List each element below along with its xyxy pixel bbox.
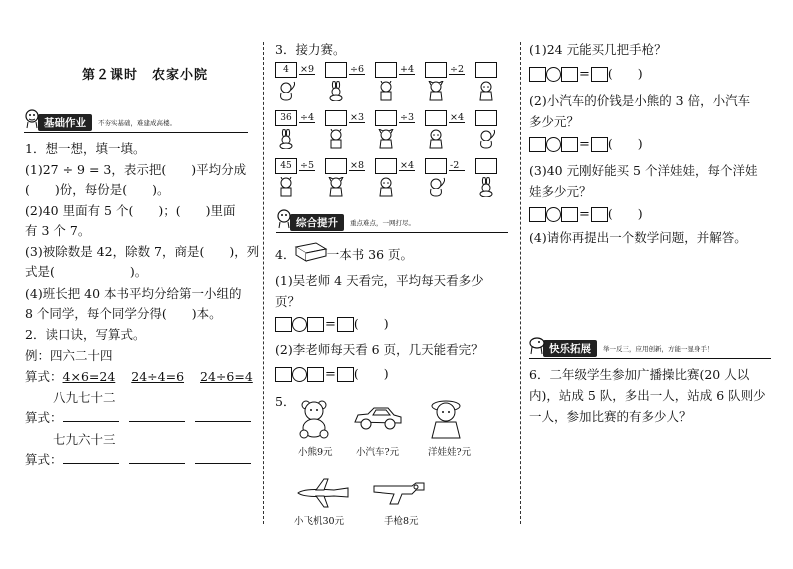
relay-arrow xyxy=(449,170,465,171)
relay-arrow xyxy=(449,122,465,123)
relay-arrow xyxy=(399,74,415,75)
toy-plane-icon xyxy=(294,477,352,509)
q5-part-3b: 娃多少元？ xyxy=(529,184,592,199)
animal-runner-icon xyxy=(327,177,345,197)
q1-line-5: (3)被除数是 42，除数 7，商是( )，列 xyxy=(25,244,260,259)
banner-tag: 综合提升 xyxy=(290,214,344,231)
relay-operator: ×4 xyxy=(400,160,415,171)
q4-answer-1: = ( ) xyxy=(275,316,389,333)
answer-box[interactable] xyxy=(591,137,608,152)
answer-blank[interactable] xyxy=(63,410,119,422)
relay-operator: ÷5 xyxy=(300,160,315,171)
unit-blank: ( ) xyxy=(607,66,643,81)
relay-answer-box[interactable] xyxy=(375,158,397,174)
relay-arrow xyxy=(399,122,415,123)
toy-label-bear: 小熊9元 xyxy=(298,447,333,458)
relay-arrow xyxy=(299,170,315,171)
q5-answer-3: = ( ) xyxy=(529,206,643,223)
animal-runner-icon xyxy=(427,177,445,197)
banner-note: 重点难点，一网打尽。 xyxy=(350,218,415,227)
relay-row-2 xyxy=(275,110,515,150)
formula-label: 算式： xyxy=(25,410,63,425)
relay-answer-box[interactable] xyxy=(325,158,347,174)
answer-blank[interactable] xyxy=(195,410,251,422)
answer-blank[interactable] xyxy=(63,452,119,464)
relay-operator: ÷2 xyxy=(450,64,465,75)
toy-label-doll: 洋娃娃?元 xyxy=(428,447,472,458)
answer-box[interactable] xyxy=(307,367,324,382)
unit-blank: ( ) xyxy=(607,136,643,151)
formula-label: 算式： xyxy=(25,369,63,384)
mascot-icon xyxy=(529,335,545,355)
relay-arrow xyxy=(349,74,365,75)
banner-tag: 基础作业 xyxy=(38,114,92,131)
banner-tag: 快乐拓展 xyxy=(543,340,597,357)
relay-answer-box[interactable] xyxy=(475,62,497,78)
animal-runner-icon xyxy=(327,129,345,149)
relay-operator: -2 xyxy=(450,160,460,171)
unit-blank: ( ) xyxy=(353,366,389,381)
relay-arrow xyxy=(299,122,315,123)
q4-line-3: (2)李老师每天看 6 页，几天能看完？ xyxy=(275,342,484,357)
animal-runner-icon xyxy=(477,129,495,149)
q2-rhyme-2: 七九六十三 xyxy=(53,432,116,447)
answer-box[interactable] xyxy=(307,317,324,332)
q1-line-2: ( )份，每份是( )。 xyxy=(25,182,170,197)
formula-3: 24÷6=4 xyxy=(200,369,253,384)
q2-example: 例：四六二十四 xyxy=(25,348,113,363)
relay-start-value: 45 xyxy=(275,158,297,174)
answer-blank[interactable] xyxy=(195,452,251,464)
q6-line-1: 6．二年级学生参加广播操比赛(20 人以 xyxy=(529,367,750,382)
toy-label-gun: 手枪8元 xyxy=(384,516,419,527)
relay-answer-box[interactable] xyxy=(375,62,397,78)
banner-note: 不夯实基础，难建成高楼。 xyxy=(98,118,176,127)
answer-blank[interactable] xyxy=(129,410,185,422)
relay-start-value: 4 xyxy=(275,62,297,78)
q5-part-1: (1)24 元能买几把手枪？ xyxy=(529,42,667,57)
animal-runner-icon xyxy=(277,129,295,149)
doll-icon xyxy=(428,398,464,440)
toy-car-icon xyxy=(352,405,404,431)
answer-box[interactable] xyxy=(337,367,354,382)
relay-start-value: 36 xyxy=(275,110,297,126)
mascot-icon xyxy=(24,109,40,129)
relay-answer-box[interactable] xyxy=(375,110,397,126)
relay-answer-box[interactable] xyxy=(425,158,447,174)
banner-comprehensive xyxy=(276,213,508,231)
toy-label-car: 小汽车?元 xyxy=(356,447,400,458)
relay-operator: ÷6 xyxy=(350,64,365,75)
q1-line-7: (4)班长把 40 本书平均分给第一小组的 xyxy=(25,286,242,301)
unit-blank: ( ) xyxy=(607,206,643,221)
relay-operator: ×8 xyxy=(350,160,365,171)
operator-circle[interactable] xyxy=(292,317,307,332)
q2-rhyme-1: 八九七十二 xyxy=(53,390,116,405)
relay-operator: +4 xyxy=(400,64,415,75)
relay-answer-box[interactable] xyxy=(325,62,347,78)
relay-operator: ×9 xyxy=(300,64,315,75)
relay-operator: ×4 xyxy=(450,112,465,123)
animal-runner-icon xyxy=(477,177,495,197)
relay-answer-box[interactable] xyxy=(425,110,447,126)
relay-operator: ×3 xyxy=(350,112,365,123)
answer-box[interactable] xyxy=(337,317,354,332)
q5-answer-2: = ( ) xyxy=(529,136,643,153)
lesson-title: 第２课时 农家小院 xyxy=(82,68,209,83)
column-divider-left xyxy=(263,42,264,524)
q4-line-1: (1)吴老师 4 天看完，平均每天看多少 xyxy=(275,273,484,288)
answer-box[interactable] xyxy=(529,207,546,222)
toy-label-plane: 小飞机30元 xyxy=(294,516,345,527)
q4-heading: 4． 一本书 36 页。 xyxy=(275,247,414,262)
q6-line-3: 一人，参加比赛的有多少人？ xyxy=(529,409,692,424)
relay-row-1 xyxy=(275,62,515,102)
q1-line-8: 8 个同学，每个同学分得( )本。 xyxy=(25,306,222,321)
q5-answer-1: = ( ) xyxy=(529,66,643,83)
toy-gun-icon xyxy=(372,480,428,506)
q5-part-4: (4)请你再提出一个数学问题，并解答。 xyxy=(529,230,747,245)
mascot-icon xyxy=(276,209,292,229)
formula-2: 24÷4=6 xyxy=(131,369,185,384)
formula-label: 算式： xyxy=(25,452,63,467)
relay-answer-box[interactable] xyxy=(475,158,497,174)
q1-line-6: 式是( )。 xyxy=(25,264,148,279)
q4-answer-2: = ( ) xyxy=(275,366,389,383)
banner-note: 举一反三，应用创新，方能一显身手！ xyxy=(603,344,714,353)
q1-line-1: (1)27 ÷ 9 = 3，表示把( )平均分成 xyxy=(25,162,247,177)
relay-arrow xyxy=(299,74,315,75)
operator-circle[interactable] xyxy=(546,207,561,222)
answer-box[interactable] xyxy=(275,317,292,332)
banner-basic-homework xyxy=(24,113,248,131)
column-divider-right xyxy=(520,42,521,524)
relay-arrow xyxy=(349,122,365,123)
relay-operator: ÷4 xyxy=(300,112,315,123)
q6-line-2: 内)，站成 5 队，多出一人，站成 6 队则少 xyxy=(529,388,766,403)
relay-row-3 xyxy=(275,158,515,198)
relay-answer-box[interactable] xyxy=(475,110,497,126)
answer-box[interactable] xyxy=(529,67,546,82)
operator-circle[interactable] xyxy=(546,67,561,82)
formula-1: 4×6=24 xyxy=(62,369,116,384)
animal-runner-icon xyxy=(277,81,295,101)
unit-blank: ( ) xyxy=(353,316,389,331)
relay-operator: ÷3 xyxy=(400,112,415,123)
relay-answer-box[interactable] xyxy=(325,110,347,126)
q1-line-4: 有 3 个 7。 xyxy=(25,223,91,238)
q5-part-2a: (2)小汽车的价钱是小熊的 3 倍，小汽车 xyxy=(529,93,751,108)
answer-box[interactable] xyxy=(591,207,608,222)
q5-part-3a: (3)40 元刚好能买 5 个洋娃娃，每个洋娃 xyxy=(529,163,758,178)
answer-box[interactable] xyxy=(561,207,578,222)
animal-runner-icon xyxy=(427,81,445,101)
animal-runner-icon xyxy=(477,81,495,101)
operator-circle[interactable] xyxy=(292,367,307,382)
operator-circle[interactable] xyxy=(546,137,561,152)
answer-box[interactable] xyxy=(561,137,578,152)
q5-heading: 5． xyxy=(275,394,296,409)
q2-answer-row-1 xyxy=(25,410,251,426)
answer-blank[interactable] xyxy=(129,452,185,464)
animal-runner-icon xyxy=(377,81,395,101)
q1-line-3: (2)40 里面有 5 个( )；( )里面 xyxy=(25,203,236,218)
q2-example-formulas xyxy=(25,369,253,385)
q1-heading: 1．想一想，填一填。 xyxy=(25,141,146,156)
answer-box[interactable] xyxy=(561,67,578,82)
q5-part-2b: 多少元？ xyxy=(529,114,580,129)
banner-extension xyxy=(529,339,771,357)
animal-runner-icon xyxy=(427,129,445,149)
relay-arrow xyxy=(349,170,365,171)
q4-line-2: 页？ xyxy=(275,294,301,309)
animal-runner-icon xyxy=(327,81,345,101)
relay-arrow xyxy=(399,170,415,171)
q2-heading: 2．读口诀，写算式。 xyxy=(25,327,146,342)
answer-box[interactable] xyxy=(275,367,292,382)
animal-runner-icon xyxy=(377,177,395,197)
animal-runner-icon xyxy=(377,129,395,149)
q3-heading: 3．接力赛。 xyxy=(275,42,346,57)
answer-box[interactable] xyxy=(591,67,608,82)
relay-answer-box[interactable] xyxy=(425,62,447,78)
q2-answer-row-2 xyxy=(25,452,251,468)
relay-arrow xyxy=(449,74,465,75)
answer-box[interactable] xyxy=(529,137,546,152)
animal-runner-icon xyxy=(277,177,295,197)
teddy-bear-icon xyxy=(294,399,336,439)
